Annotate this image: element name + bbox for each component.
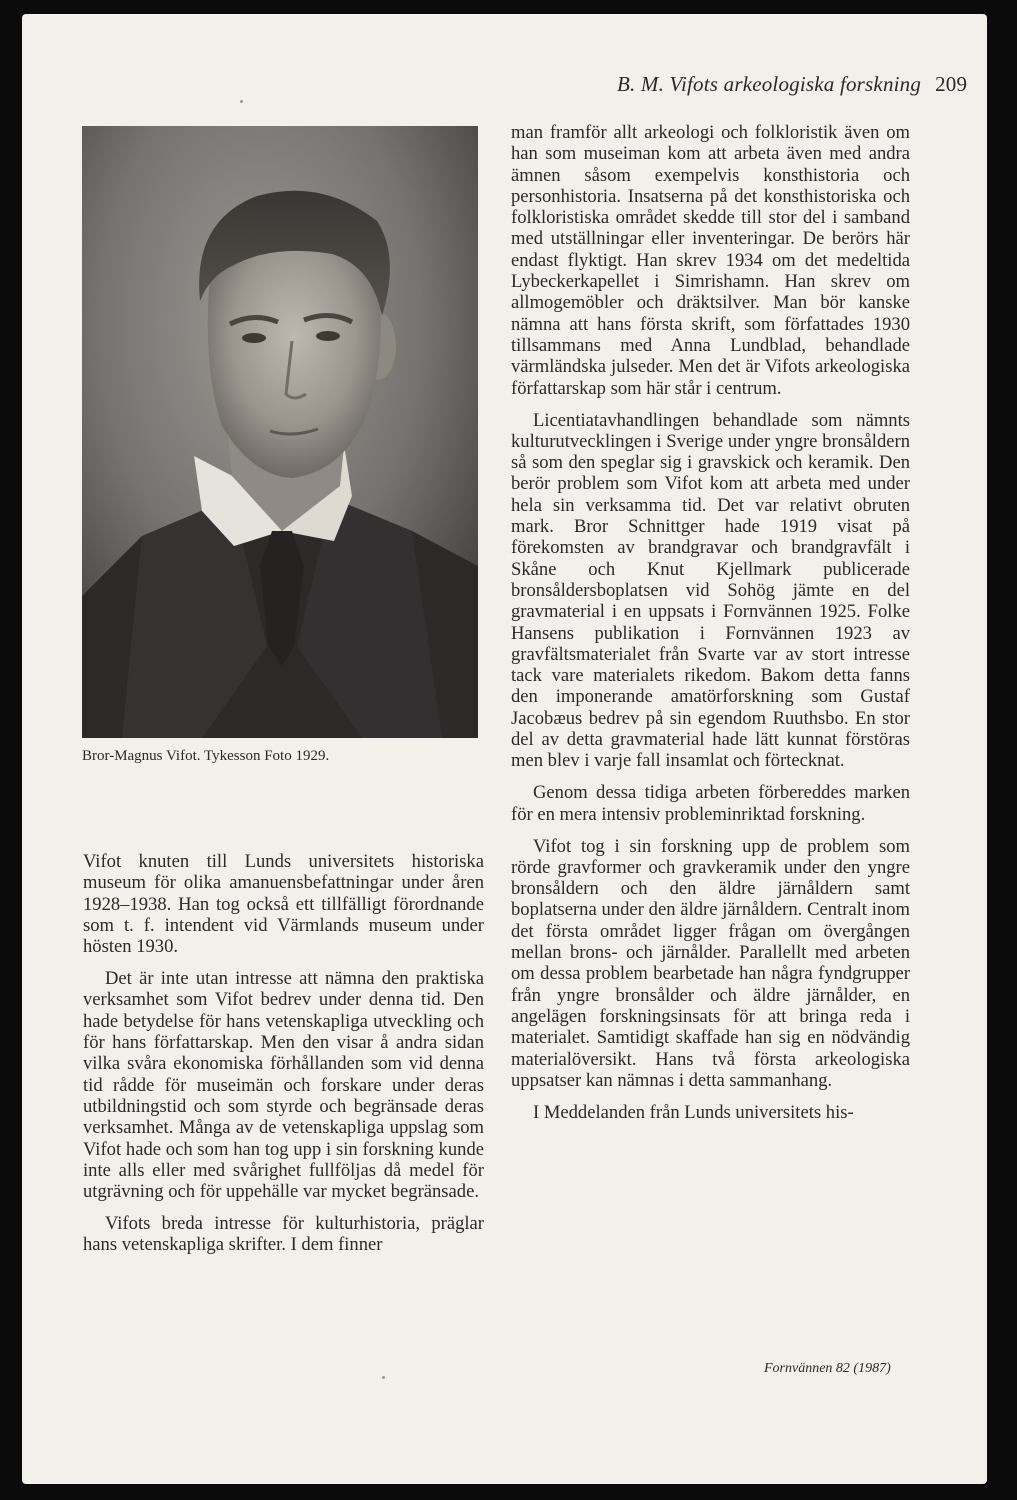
right-paragraph-4: Vifot tog i sin forskning upp de problem som rörde gravformer och gravkeramik under den yngre bronsåldern och den äldre järnåldern samt boplatserna under den äldre järnåldern. Centralt inom det första området ligger frågan om övergången mellan brons- och järnålder. Parallellt med arbeten om dessa problem bearbetade han några fyndgrupper från yngre bronsålder och äldre järnålder, en angelägen forskningsinsats för att bringa reda i materialet. Samtidigt skaffade han sig en nödvändig materialöversikt. Hans två första arkeologiska uppsatser kan nämnas i detta sammanhang. xyxy=(511,835,910,1091)
portrait-photo xyxy=(82,126,478,738)
right-paragraph-2: Licentiatavhandlingen behandlade som nämnts kulturutvecklingen i Sverige under yngre bronsåldern så som den speglar sig i gravskick och keramik. Den berör problem som Vifot kom att arbeta med under hela sin verksamma tid. Det var relativt obruten mark. Bror Schnittger hade 1919 visat på förekomsten av brandgravar och brandgravfält i Skåne och Knut Kjellmark publicerade bronsåldersboplatsen vid Sohög jämte en del gravmaterial i en uppsats i Fornvännen 1925. Folke Hansens publikation i Fornvännen 1923 av gravfältsmaterialet från Svarte var av stort intresse tack vare materialets rikedom. Bakom detta fanns den imponerande amatörforskning som Gustaf Jacobæus bedrev på sin egendom Ruuthsbo. En stor del av detta gravmaterial hade lätt kunnat förstöras men blev i varje fall insamlat och förtecknat. xyxy=(511,409,910,772)
portrait-illustration xyxy=(82,126,478,738)
page-number: 209 xyxy=(935,72,968,96)
figure-caption: Bror-Magnus Vifot. Tykesson Foto 1929. xyxy=(82,748,330,764)
right-paragraph-5: I Meddelanden från Lunds universitets his- xyxy=(533,1101,854,1123)
journal-footer: Fornvännen 82 (1987) xyxy=(764,1361,891,1376)
left-paragraph-2: Det är inte utan intresse att nämna den praktiska verksamhet som Vifot bedrev under denna tid. Den hade betydelse för hans vetenskapliga utveckling och för hans författarskap. Men den visar å andra sidan vilka svåra ekonomiska förhållanden som vid denna tid rådde för museimän och forskare under deras utbildningstid och som styrde och begränsade deras verksamhet. Många av de vetenskapliga uppslag som Vifot hade och som han tog upp i sin forskning kunde inte alls eller med svårighet fullföljas då medel för utgrävning och för uppehälle var mycket begränsade. xyxy=(83,968,484,1203)
left-paragraph-3: Vifots breda intresse för kulturhistoria, präglar hans vetenskapliga skrifter. I dem finner xyxy=(83,1213,484,1256)
running-head-title: B. M. Vifots arkeologiska forskning xyxy=(617,72,922,96)
print-speck xyxy=(382,1376,385,1379)
journal-page xyxy=(22,14,987,1484)
right-text-column xyxy=(511,122,910,1123)
left-text-column xyxy=(83,851,484,1256)
right-paragraph-1: man framför allt arkeologi och folkloristik även om han som museiman kom att arbeta även med andra ämnen såsom exempelvis konsthistoria och personhistoria. Insatserna på det konsthistoriska och folkloristiska området skedde till stor del i samband med utställningar eller inventeringar. De berörs här endast flyktigt. Han skrev 1934 om det medeltida Lybeckerkapellet i Simrishamn. Han skrev om allmogemöbler och dräktsilver. Man bör kanske nämna att hans första skrift, som författades 1930 tillsammans med Anna Lundblad, behandlade värmländska julseder. Men det är Vifots arkeologiska författarskap som här står i centrum. xyxy=(511,122,910,399)
print-speck xyxy=(240,100,243,103)
running-head xyxy=(617,72,967,97)
right-paragraph-3: Genom dessa tidiga arbeten förbereddes marken för en mera intensiv probleminriktad forskning. xyxy=(511,782,910,825)
left-paragraph-1: Vifot knuten till Lunds universitets historiska museum för olika amanuensbefattningar under åren 1928–1938. Han tog också ett tillfälligt förordnande som t. f. intendent vid Värmlands museum under hösten 1930. xyxy=(83,851,484,958)
